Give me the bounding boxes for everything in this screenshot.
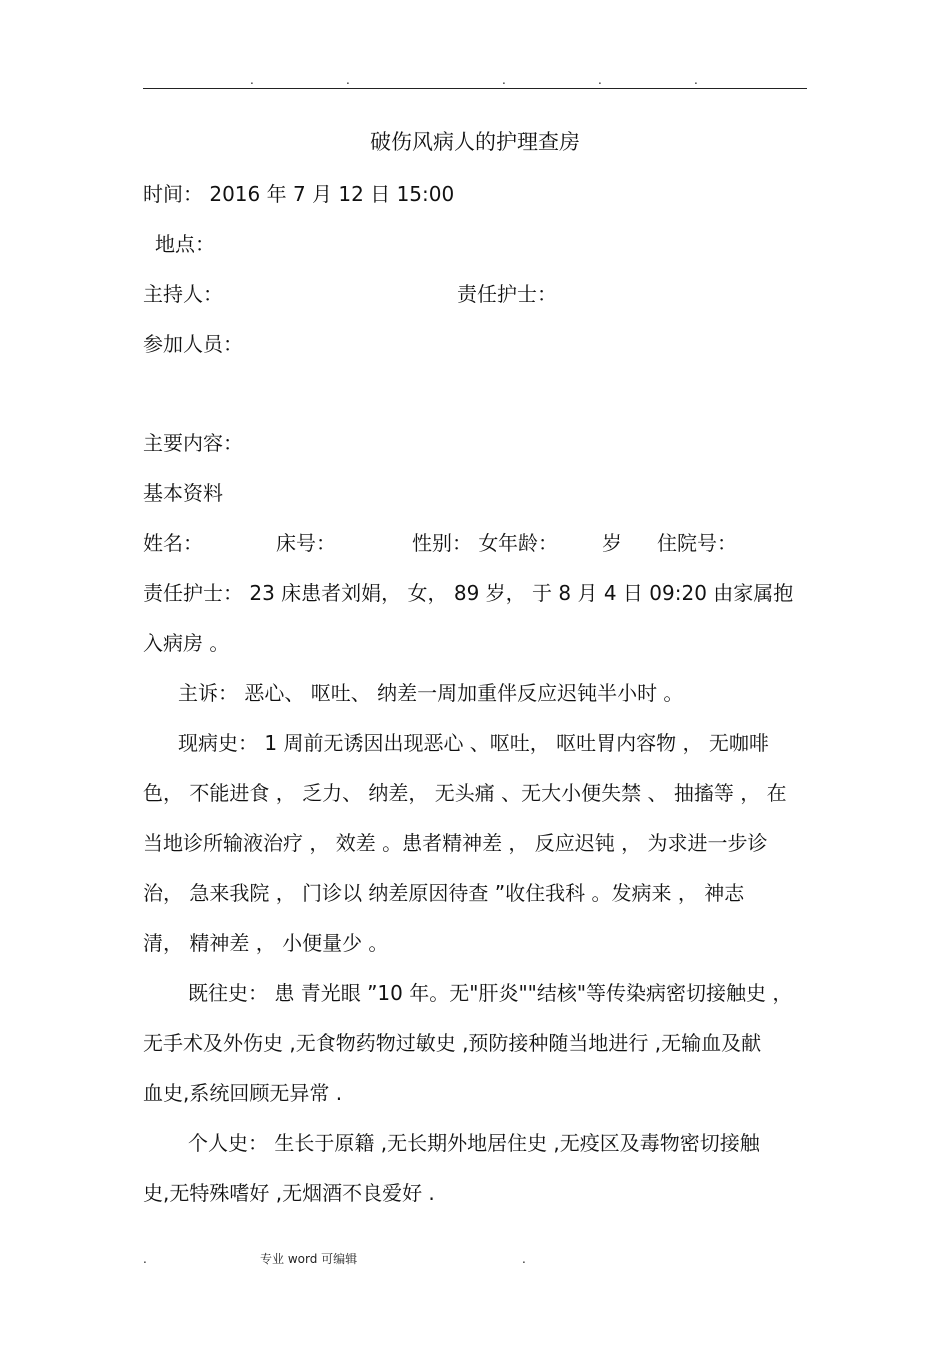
footer-right-dot: . [522,1252,526,1266]
footer-text: 专业 word 可编辑 [260,1252,358,1266]
paragraph-line: 责任护士： 23 床患者刘娟， 女， 89 岁， 于 8 月 4 日 09:20 由家属抱 [143,581,794,605]
header-dot: . [502,73,506,87]
header-dot: . [694,73,698,87]
age-field-label: 年龄： [498,531,558,555]
header-dot: . [598,73,602,87]
paragraph-line: 治， 急来我院 ， 门诊以 纳差原因待查 ”收住我科 。发病来 ， 神志 [143,881,745,905]
place-line: 地点： [155,232,215,256]
basic-info-heading: 基本资料 [143,481,223,505]
paragraph-line: 个人史： 生长于原籍 ,无长期外地居住史 ,无疫区及毒物密切接触 [188,1131,760,1155]
paragraph-line: 入病房 。 [143,631,230,655]
age-unit: 岁 [602,531,622,555]
gender-field-label: 性别： 女 [412,531,499,555]
document-title: 破伤风病人的护理查房 [370,130,580,154]
host-label: 主持人： [143,282,223,306]
main-content-label: 主要内容： [143,431,243,455]
time-line: 时间： 2016 年 7 月 12 日 15:00 [143,182,455,206]
attendees-label: 参加人员： [143,332,243,356]
paragraph-line: 色， 不能进食 ， 乏力、 纳差， 无头痛 、无大小便失禁 、 抽搐等 ， 在 [143,781,787,805]
footer-left-dot: . [143,1252,147,1266]
nurse-label: 责任护士： [457,282,557,306]
paragraph-line: 当地诊所输液治疗 ， 效差 。患者精神差 ， 反应迟钝 ， 为求进一步诊 [143,831,768,855]
paragraph-line: 血史,系统回顾无异常 . [143,1081,343,1105]
paragraph-line: 现病史： 1 周前无诱因出现恶心 、呕吐， 呕吐胃内容物 ， 无咖啡 [178,731,769,755]
paragraph-line: 主诉： 恶心、 呕吐、 纳差一周加重伴反应迟钝半小时 。 [178,681,684,705]
header-dot: . [346,73,350,87]
header-rule [143,88,807,89]
name-field-label: 姓名： [143,531,203,555]
bed-field-label: 床号： [276,531,336,555]
paragraph-line: 既往史： 患 青光眼 ”10 年。无"肝炎""结核"等传染病密切接触史 ， [188,981,793,1005]
paragraph-line: 无手术及外伤史 ,无食物药物过敏史 ,预防接种随当地进行 ,无输血及献 [143,1031,762,1055]
hospital-number-label: 住院号： [657,531,737,555]
header-dot: . [250,73,254,87]
paragraph-line: 史,无特殊嗜好 ,无烟酒不良爱好 . [143,1181,435,1205]
paragraph-line: 清， 精神差 ， 小便量少 。 [143,931,389,955]
